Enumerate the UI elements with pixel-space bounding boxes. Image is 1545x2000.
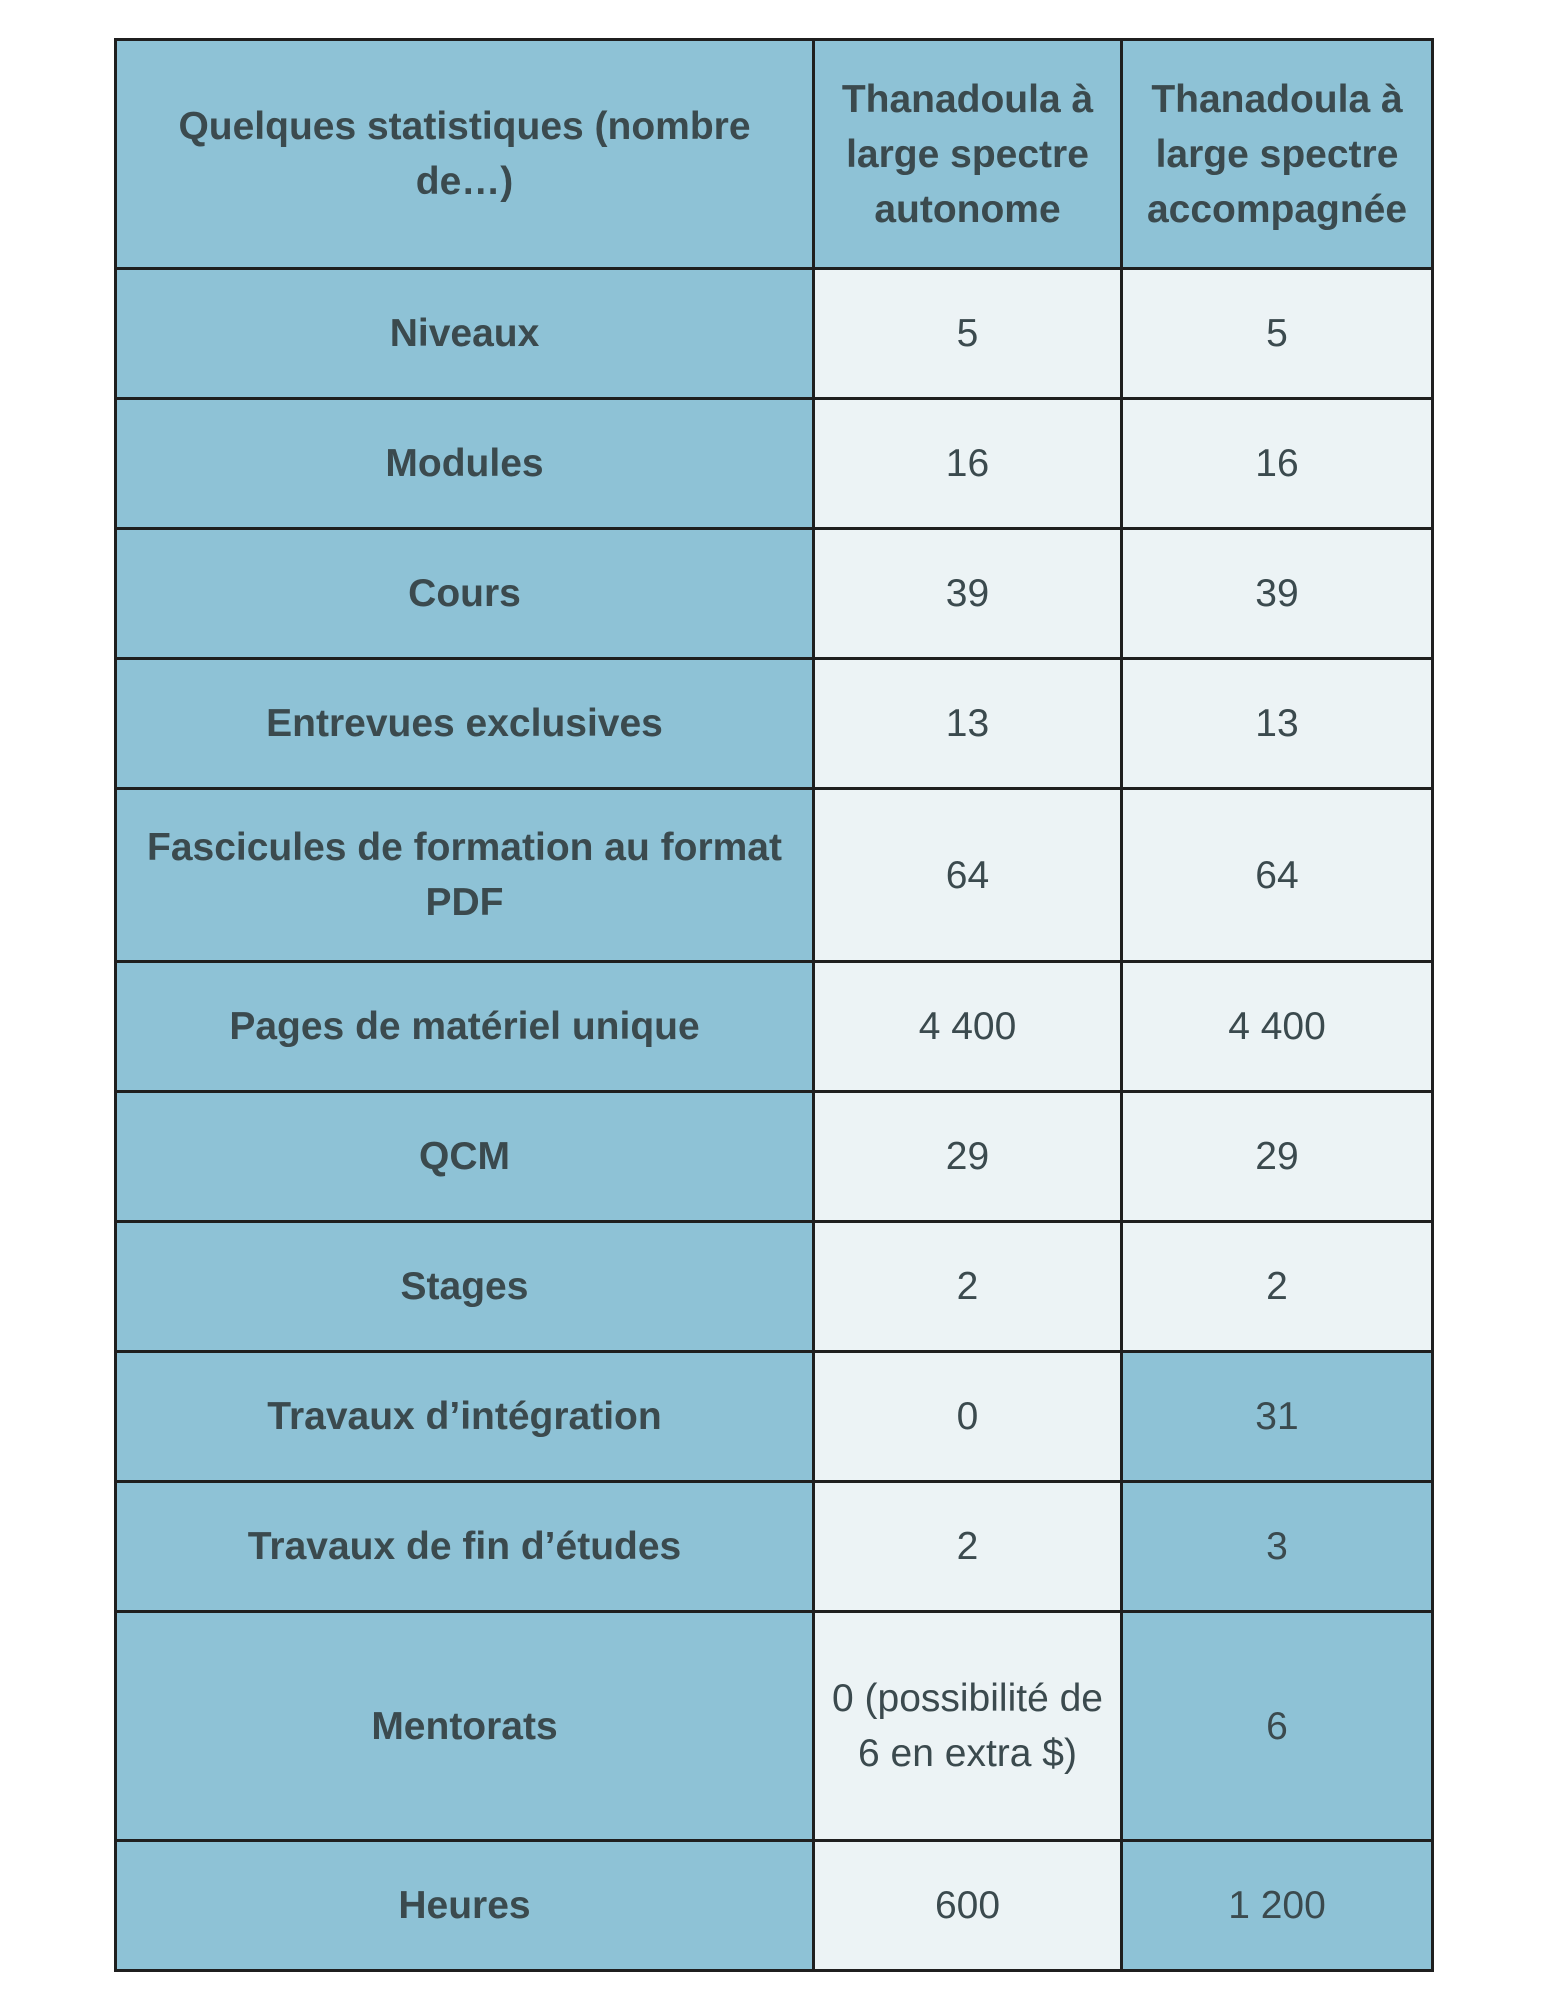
- table-row: [116, 962, 1433, 1092]
- table-row: [116, 1482, 1433, 1612]
- row-label: Fascicules de formation au format PDF: [116, 789, 814, 962]
- row-label: Stages: [116, 1222, 814, 1352]
- cell-accompagnee: 6: [1122, 1612, 1433, 1841]
- header-statistics: Quelques statistiques (nombre de…): [116, 40, 814, 269]
- cell-autonome: 4 400: [814, 962, 1122, 1092]
- cell-autonome: 0 (possibilité de 6 en extra $): [814, 1612, 1122, 1841]
- row-label: Cours: [116, 529, 814, 659]
- row-label: Niveaux: [116, 269, 814, 399]
- cell-accompagnee: 16: [1122, 399, 1433, 529]
- cell-autonome: 13: [814, 659, 1122, 789]
- table-row: [116, 1841, 1433, 1971]
- row-label: Entrevues exclusives: [116, 659, 814, 789]
- cell-autonome: 39: [814, 529, 1122, 659]
- cell-autonome: 5: [814, 269, 1122, 399]
- statistics-comparison-table: [114, 38, 1434, 1972]
- cell-accompagnee: 13: [1122, 659, 1433, 789]
- table-row: [116, 1092, 1433, 1222]
- cell-autonome: 29: [814, 1092, 1122, 1222]
- row-label: Modules: [116, 399, 814, 529]
- cell-accompagnee: 31: [1122, 1352, 1433, 1482]
- cell-accompagnee: 2: [1122, 1222, 1433, 1352]
- table-row: [116, 529, 1433, 659]
- cell-accompagnee: 4 400: [1122, 962, 1433, 1092]
- row-label: Pages de matériel unique: [116, 962, 814, 1092]
- cell-accompagnee: 1 200: [1122, 1841, 1433, 1971]
- header-autonome: Thanadoula à large spectre autonome: [814, 40, 1122, 269]
- table-row: [116, 1222, 1433, 1352]
- table-header-row: [116, 40, 1433, 269]
- cell-accompagnee: 64: [1122, 789, 1433, 962]
- table-row: [116, 1612, 1433, 1841]
- header-accompagnee: Thanadoula à large spectre accompagnée: [1122, 40, 1433, 269]
- cell-accompagnee: 5: [1122, 269, 1433, 399]
- cell-autonome: 64: [814, 789, 1122, 962]
- row-label: QCM: [116, 1092, 814, 1222]
- table-row: [116, 789, 1433, 962]
- row-label: Travaux de fin d’études: [116, 1482, 814, 1612]
- row-label: Heures: [116, 1841, 814, 1971]
- cell-autonome: 2: [814, 1482, 1122, 1612]
- cell-accompagnee: 3: [1122, 1482, 1433, 1612]
- table-row: [116, 659, 1433, 789]
- cell-autonome: 2: [814, 1222, 1122, 1352]
- cell-accompagnee: 39: [1122, 529, 1433, 659]
- table-row: [116, 399, 1433, 529]
- cell-autonome: 600: [814, 1841, 1122, 1971]
- cell-autonome: 16: [814, 399, 1122, 529]
- table-row: [116, 1352, 1433, 1482]
- table-row: [116, 269, 1433, 399]
- row-label: Travaux d’intégration: [116, 1352, 814, 1482]
- cell-accompagnee: 29: [1122, 1092, 1433, 1222]
- cell-autonome: 0: [814, 1352, 1122, 1482]
- row-label: Mentorats: [116, 1612, 814, 1841]
